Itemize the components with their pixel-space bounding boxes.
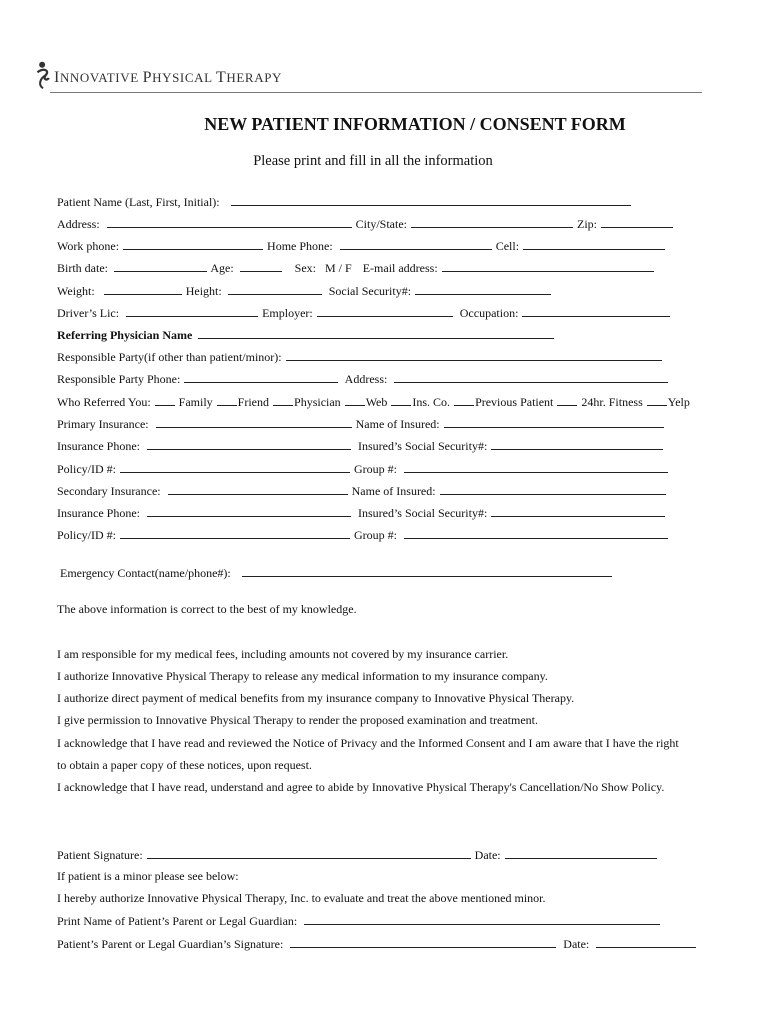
zip-field[interactable] xyxy=(601,216,673,228)
ref-web-label: Web xyxy=(365,395,388,409)
group-2-field[interactable] xyxy=(404,527,668,539)
occupation-field[interactable] xyxy=(522,305,670,317)
ref-fitness-label: 24hr. Fitness xyxy=(581,395,643,409)
guardian-signature-field[interactable] xyxy=(290,936,556,948)
insurance-phone-field[interactable] xyxy=(147,438,351,450)
responsible-party-field[interactable] xyxy=(286,349,662,361)
consent-cancellation: I acknowledge that I have read, understand and agree to abide by Innovative Physical Therapy's Cancellation/No Show Policy. xyxy=(57,780,665,794)
patient-signature-field[interactable] xyxy=(147,847,471,859)
responsible-address-label: Address: xyxy=(344,372,388,386)
ref-ins-blank[interactable] xyxy=(391,394,411,406)
city-state-field[interactable] xyxy=(411,216,573,228)
sex-options[interactable]: M / F xyxy=(325,261,352,275)
ref-yelp-blank[interactable] xyxy=(647,394,667,406)
group-2-label: Group #: xyxy=(354,528,397,542)
primary-insurance-field[interactable] xyxy=(156,416,352,428)
address-label: Address: xyxy=(57,217,100,231)
home-phone-label: Home Phone: xyxy=(267,239,333,253)
row-secondary-insurance xyxy=(57,483,667,498)
city-state-label: City/State: xyxy=(355,217,408,231)
primary-insurance-label: Primary Insurance: xyxy=(57,417,149,431)
ref-ins-label: Ins. Co. xyxy=(412,395,451,409)
name-of-insured-field[interactable] xyxy=(444,416,664,428)
row-responsible xyxy=(57,349,663,364)
ref-family-blank[interactable] xyxy=(155,394,175,406)
responsible-phone-label: Responsible Party Phone: xyxy=(57,372,181,386)
email-label: E-mail address: xyxy=(362,261,438,275)
home-phone-field[interactable] xyxy=(340,238,492,250)
consent-permission: I give permission to Innovative Physical Therapy to render the proposed examination and treatment. xyxy=(57,713,538,727)
ref-previous-blank[interactable] xyxy=(454,394,474,406)
birth-date-field[interactable] xyxy=(114,260,207,272)
row-birth xyxy=(57,260,655,275)
row-phones xyxy=(57,238,666,253)
zip-label: Zip: xyxy=(577,217,598,231)
sex-label: Sex: xyxy=(294,261,317,275)
row-guardian-signature xyxy=(57,936,697,951)
referring-physician-field[interactable] xyxy=(198,327,554,339)
ref-web-blank[interactable] xyxy=(345,394,365,406)
insurance-phone-2-label: Insurance Phone: xyxy=(57,506,140,520)
emergency-contact-label: Emergency Contact(name/phone#): xyxy=(60,566,231,580)
minor-note: If patient is a minor please see below: xyxy=(57,869,239,883)
ref-previous-label: Previous Patient xyxy=(475,395,554,409)
row-weight xyxy=(57,283,552,298)
header-rule xyxy=(50,92,702,93)
ssn-label: Social Security#: xyxy=(328,284,412,298)
consent-fees: I am responsible for my medical fees, including amounts not covered by my insurance carrier. xyxy=(57,647,509,661)
secondary-insurance-label: Secondary Insurance: xyxy=(57,484,161,498)
name-of-insured-label: Name of Insured: xyxy=(355,417,440,431)
row-emergency xyxy=(60,565,613,580)
responsible-address-field[interactable] xyxy=(394,371,668,383)
authorize-minor: I hereby authorize Innovative Physical Therapy, Inc. to evaluate and treat the above mentioned minor. xyxy=(57,891,546,905)
occupation-label: Occupation: xyxy=(459,306,519,320)
responsible-phone-field[interactable] xyxy=(184,371,338,383)
referring-physician-label: Referring Physician Name xyxy=(57,328,193,342)
ref-family-label: Family xyxy=(178,395,213,409)
secondary-name-of-insured-label: Name of Insured: xyxy=(351,484,436,498)
weight-label: Weight: xyxy=(57,284,95,298)
height-field[interactable] xyxy=(228,283,322,295)
row-patient-signature xyxy=(57,847,658,862)
policy-id-2-field[interactable] xyxy=(120,527,350,539)
who-referred-label: Who Referred You: xyxy=(57,395,151,409)
policy-id-label: Policy/ID #: xyxy=(57,462,116,476)
responsible-party-label: Responsible Party(if other than patient/minor): xyxy=(57,350,282,364)
consent-correct: The above information is correct to the best of my knowledge. xyxy=(57,602,357,616)
logo-wordmark: INNOVATIVE PHYSICAL THERAPY xyxy=(54,69,283,86)
insurance-phone-2-field[interactable] xyxy=(147,505,351,517)
emergency-contact-field[interactable] xyxy=(242,565,612,577)
employer-label: Employer: xyxy=(262,306,313,320)
guardian-signature-label: Patient’s Parent or Legal Guardian’s Signature: xyxy=(57,937,284,951)
guardian-name-field[interactable] xyxy=(304,913,660,925)
patient-signature-label: Patient Signature: xyxy=(57,848,143,862)
ref-friend-label: Friend xyxy=(237,395,270,409)
insured-ssn-2-field[interactable] xyxy=(491,505,665,517)
row-insurance-phone xyxy=(57,438,664,453)
row-insurance-phone-2 xyxy=(57,505,666,520)
work-phone-field[interactable] xyxy=(123,238,263,250)
weight-field[interactable] xyxy=(104,283,182,295)
patient-name-label: Patient Name (Last, First, Initial): xyxy=(57,195,220,209)
age-label: Age: xyxy=(210,261,234,275)
row-policy xyxy=(57,461,669,476)
form-subtitle: Please print and fill in all the information xyxy=(253,153,493,169)
row-referred xyxy=(57,394,690,409)
row-responsible-phone xyxy=(57,371,669,386)
insurance-phone-label: Insurance Phone: xyxy=(57,439,140,453)
ref-fitness-blank[interactable] xyxy=(557,394,577,406)
logo-icon xyxy=(34,60,54,92)
guardian-date-label: Date: xyxy=(563,937,590,951)
insured-ssn-field[interactable] xyxy=(491,438,663,450)
row-drivers xyxy=(57,305,671,320)
consent-release: I authorize Innovative Physical Therapy to release any medical information to my insurance company. xyxy=(57,669,548,683)
insured-ssn-2-label: Insured’s Social Security#: xyxy=(357,506,488,520)
policy-id-2-label: Policy/ID #: xyxy=(57,528,116,542)
row-primary-insurance xyxy=(57,416,665,431)
ref-physician-blank[interactable] xyxy=(273,394,293,406)
cell-label: Cell: xyxy=(495,239,520,253)
row-patient-name xyxy=(57,194,632,209)
ssn-field[interactable] xyxy=(415,283,551,295)
email-field[interactable] xyxy=(442,260,654,272)
consent-privacy-cont: to obtain a paper copy of these notices, upon request. xyxy=(57,758,312,772)
work-phone-label: Work phone: xyxy=(57,239,120,253)
group-field[interactable] xyxy=(404,461,668,473)
policy-id-field[interactable] xyxy=(120,461,350,473)
row-referring xyxy=(57,327,555,342)
patient-date-label: Date: xyxy=(474,848,501,862)
group-label: Group #: xyxy=(354,462,397,476)
guardian-date-field[interactable] xyxy=(596,936,696,948)
row-address xyxy=(57,216,674,231)
guardian-name-label: Print Name of Patient’s Parent or Legal Guardian: xyxy=(57,914,298,928)
patient-date-field[interactable] xyxy=(505,847,657,859)
row-policy-2 xyxy=(57,527,669,542)
row-guardian-name xyxy=(57,913,661,928)
address-field[interactable] xyxy=(107,216,352,228)
secondary-name-of-insured-field[interactable] xyxy=(440,483,666,495)
cell-field[interactable] xyxy=(523,238,665,250)
consent-payment: I authorize direct payment of medical benefits from my insurance company to Innovative Physical Therapy. xyxy=(57,691,575,705)
height-label: Height: xyxy=(185,284,222,298)
drivers-lic-label: Driver’s Lic: xyxy=(57,306,120,320)
ref-yelp-label: Yelp xyxy=(667,395,690,409)
secondary-insurance-field[interactable] xyxy=(168,483,348,495)
ref-physician-label: Physician xyxy=(294,395,341,409)
drivers-lic-field[interactable] xyxy=(126,305,258,317)
consent-privacy: I acknowledge that I have read and reviewed the Notice of Privacy and the Informed Consent and I am aware that I have the right xyxy=(57,736,679,750)
patient-name-field[interactable] xyxy=(231,194,631,206)
birth-date-label: Birth date: xyxy=(57,261,108,275)
form-title: NEW PATIENT INFORMATION / CONSENT FORM xyxy=(204,114,626,134)
age-field[interactable] xyxy=(240,260,282,272)
insured-ssn-label: Insured’s Social Security#: xyxy=(357,439,488,453)
employer-field[interactable] xyxy=(317,305,453,317)
ref-friend-blank[interactable] xyxy=(217,394,237,406)
